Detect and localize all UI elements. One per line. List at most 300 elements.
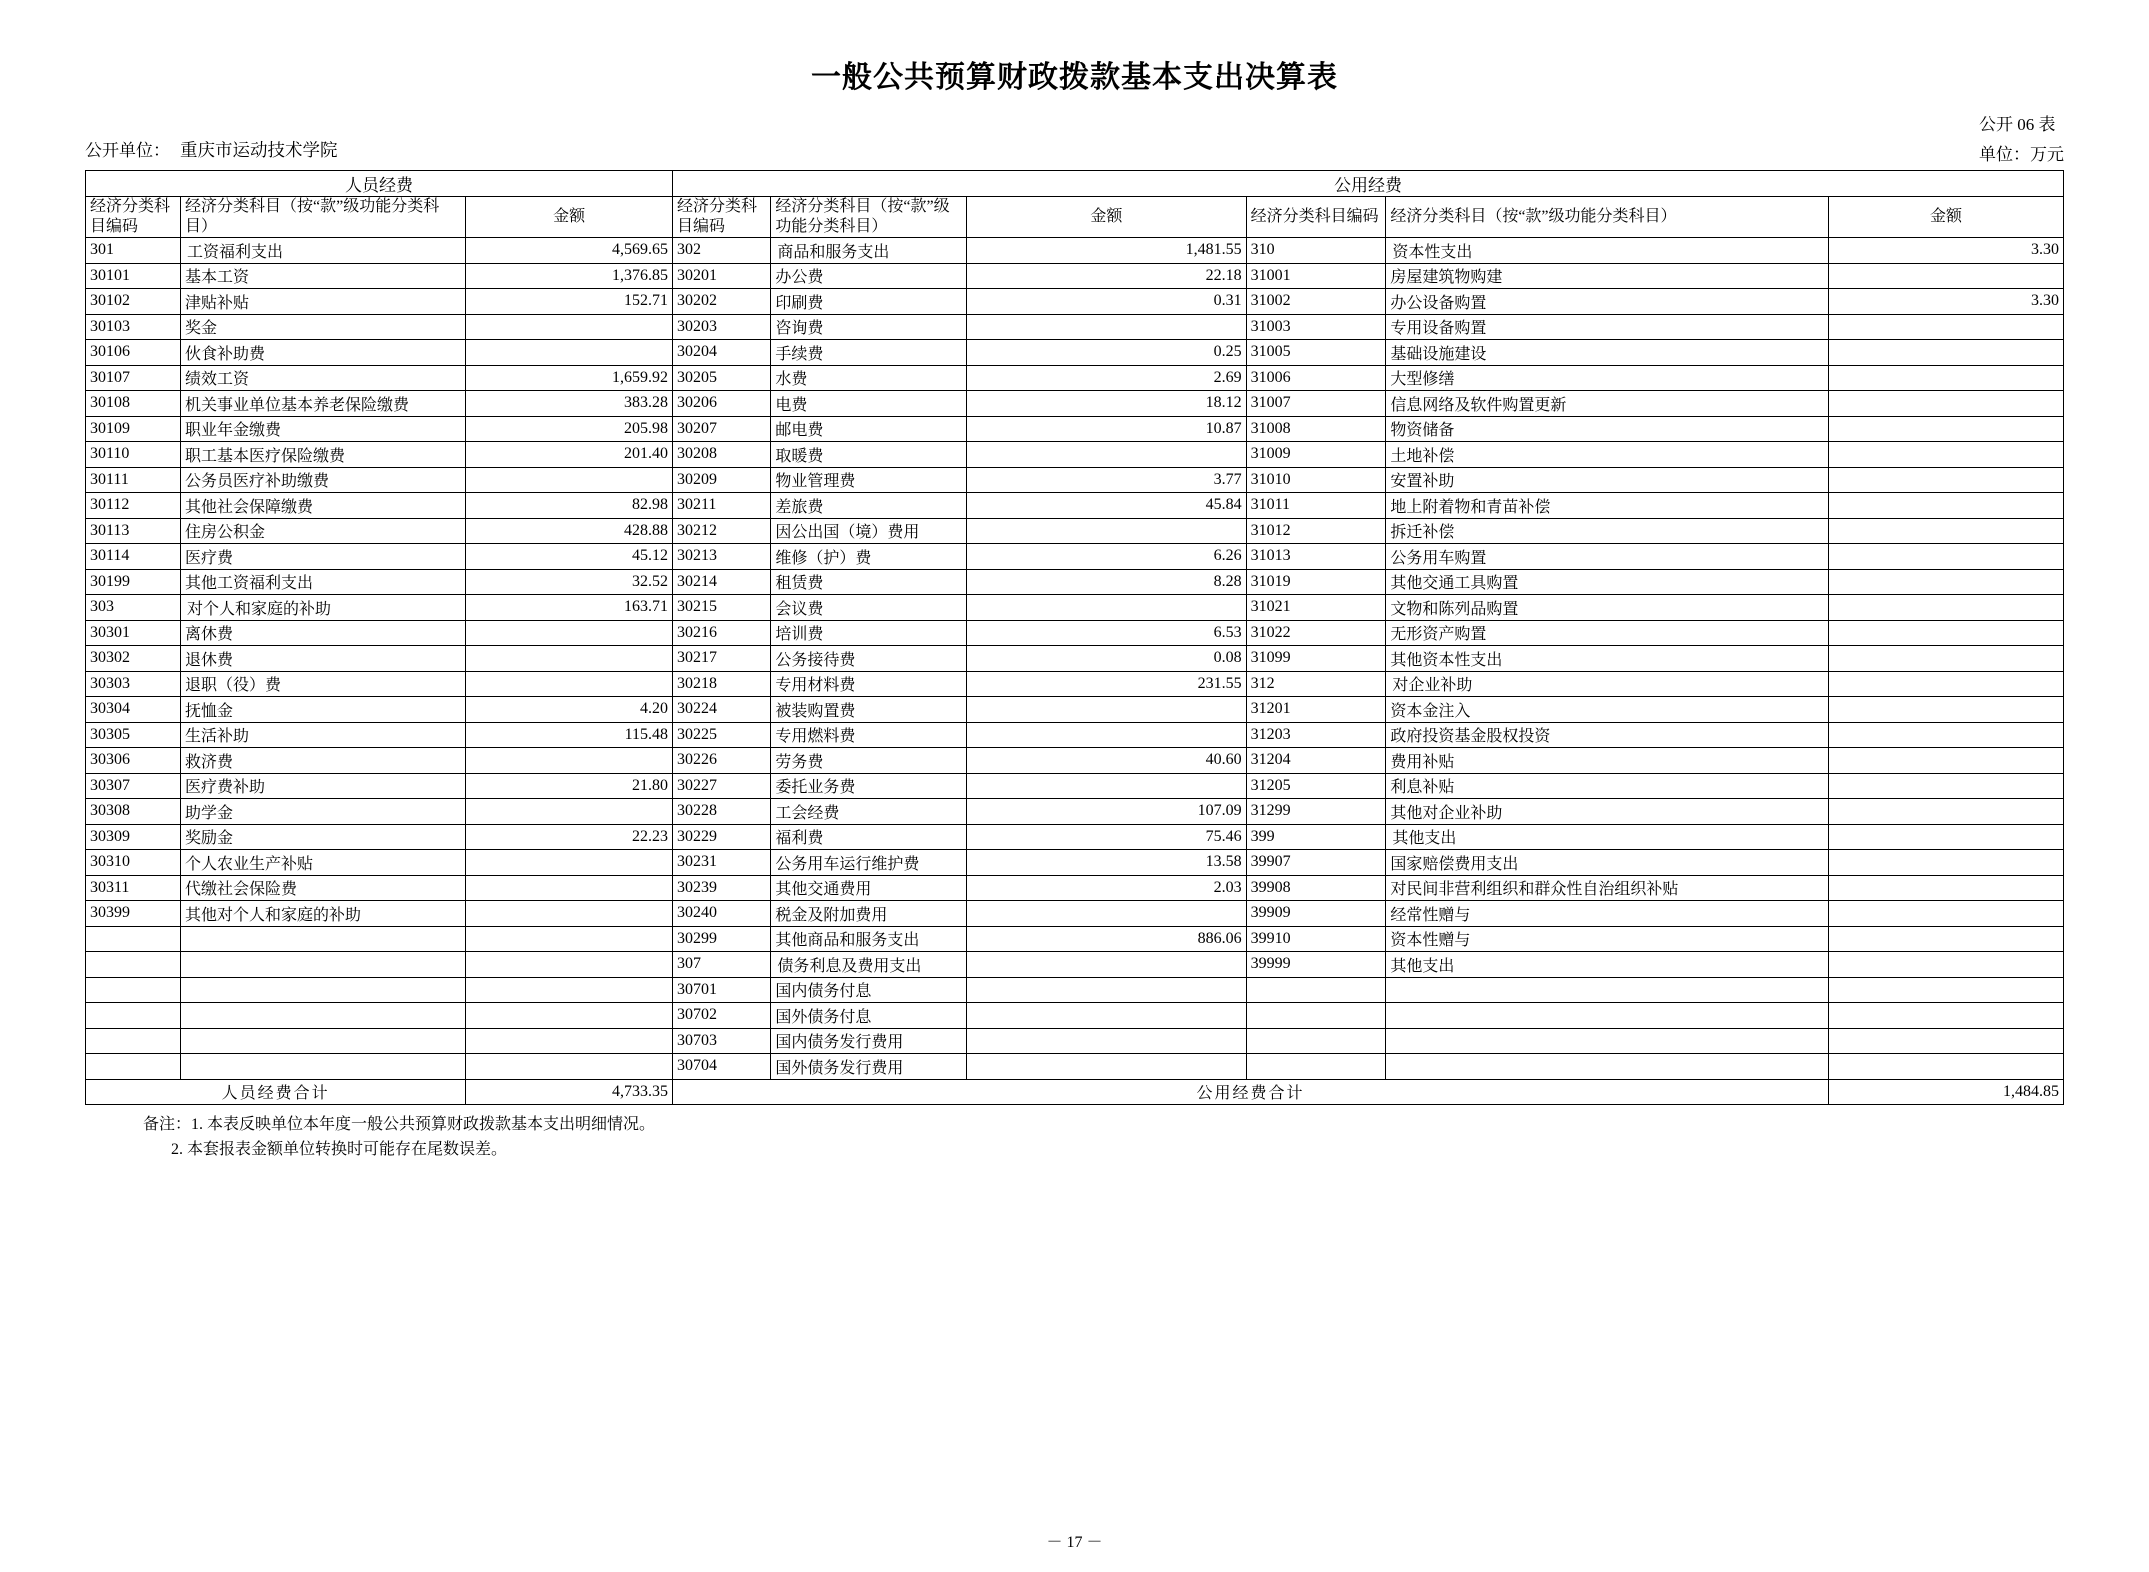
cell-code-goods: 30213 bbox=[673, 544, 771, 570]
cell-code-personnel: 30114 bbox=[86, 544, 181, 570]
table-row bbox=[86, 493, 2064, 519]
group-public: 公用经费 bbox=[673, 171, 2064, 197]
cell-name-goods: 委托业务费 bbox=[771, 773, 967, 799]
cell-name-personnel: 伙食补助费 bbox=[181, 340, 466, 366]
cell-amount-capital bbox=[1829, 544, 2064, 570]
cell-amount-capital bbox=[1829, 748, 2064, 774]
cell-code-personnel bbox=[86, 977, 181, 1003]
cell-amount-personnel bbox=[466, 646, 673, 672]
cell-name-goods: 国外债务付息 bbox=[771, 1003, 967, 1029]
cell-code-personnel: 30102 bbox=[86, 289, 181, 315]
cell-name-capital: 其他资本性支出 bbox=[1386, 646, 1829, 672]
cell-code-goods: 30240 bbox=[673, 901, 771, 927]
cell-name-goods: 物业管理费 bbox=[771, 467, 967, 493]
cell-amount-capital bbox=[1829, 467, 2064, 493]
cell-code-goods: 302 bbox=[673, 238, 771, 264]
cell-code-goods: 30211 bbox=[673, 493, 771, 519]
col-name-3: 经济分类科目（按“款”级功能分类科目） bbox=[1386, 197, 1829, 238]
cell-amount-personnel: 201.40 bbox=[466, 442, 673, 468]
table-row bbox=[86, 595, 2064, 621]
cell-amount-capital bbox=[1829, 722, 2064, 748]
cell-name-capital bbox=[1386, 1003, 1829, 1029]
cell-name-capital bbox=[1386, 1028, 1829, 1054]
cell-name-goods: 劳务费 bbox=[771, 748, 967, 774]
cell-amount-capital bbox=[1829, 416, 2064, 442]
cell-amount-goods bbox=[967, 722, 1247, 748]
cell-amount-capital bbox=[1829, 646, 2064, 672]
cell-amount-personnel: 428.88 bbox=[466, 518, 673, 544]
cell-name-capital: 国家赔偿费用支出 bbox=[1386, 850, 1829, 876]
cell-name-goods: 会议费 bbox=[771, 595, 967, 621]
cell-code-capital bbox=[1246, 1003, 1386, 1029]
cell-code-personnel: 30399 bbox=[86, 901, 181, 927]
cell-code-goods: 30224 bbox=[673, 697, 771, 723]
cell-amount-goods: 10.87 bbox=[967, 416, 1247, 442]
cell-code-goods: 30229 bbox=[673, 824, 771, 850]
cell-name-goods: 工会经费 bbox=[771, 799, 967, 825]
cell-name-capital: 其他对企业补助 bbox=[1386, 799, 1829, 825]
cell-name-capital: 专用设备购置 bbox=[1386, 314, 1829, 340]
table-row bbox=[86, 620, 2064, 646]
table-row bbox=[86, 926, 2064, 952]
cell-amount-goods: 40.60 bbox=[967, 748, 1247, 774]
cell-name-personnel: 救济费 bbox=[181, 748, 466, 774]
cell-name-personnel bbox=[181, 1003, 466, 1029]
cell-code-goods: 30209 bbox=[673, 467, 771, 493]
note-line-2: 2. 本套报表金额单位转换时可能存在尾数误差。 bbox=[171, 1140, 508, 1158]
cell-name-capital: 费用补贴 bbox=[1386, 748, 1829, 774]
cell-name-goods: 税金及附加费用 bbox=[771, 901, 967, 927]
cell-code-personnel: 30304 bbox=[86, 697, 181, 723]
cell-amount-goods: 0.31 bbox=[967, 289, 1247, 315]
cell-code-personnel bbox=[86, 1054, 181, 1080]
cell-amount-goods: 6.26 bbox=[967, 544, 1247, 570]
cell-name-capital: 其他支出 bbox=[1386, 952, 1829, 978]
cell-name-capital: 安置补助 bbox=[1386, 467, 1829, 493]
cell-amount-goods bbox=[967, 1054, 1247, 1080]
cell-name-capital: 对民间非营利组织和群众性自治组织补贴 bbox=[1386, 875, 1829, 901]
cell-amount-capital bbox=[1829, 340, 2064, 366]
cell-name-personnel: 生活补助 bbox=[181, 722, 466, 748]
cell-code-personnel bbox=[86, 1028, 181, 1054]
cell-code-goods: 307 bbox=[673, 952, 771, 978]
cell-amount-goods bbox=[967, 595, 1247, 621]
cell-name-personnel: 其他对个人和家庭的补助 bbox=[181, 901, 466, 927]
table-row bbox=[86, 289, 2064, 315]
table-row bbox=[86, 263, 2064, 289]
col-amount-2: 金额 bbox=[967, 197, 1247, 238]
cell-amount-personnel: 32.52 bbox=[466, 569, 673, 595]
table-row bbox=[86, 773, 2064, 799]
cell-amount-personnel bbox=[466, 1028, 673, 1054]
cell-amount-goods: 0.25 bbox=[967, 340, 1247, 366]
cell-amount-goods: 886.06 bbox=[967, 926, 1247, 952]
cell-code-personnel bbox=[86, 1003, 181, 1029]
cell-amount-personnel bbox=[466, 748, 673, 774]
cell-name-personnel bbox=[181, 1054, 466, 1080]
cell-amount-personnel: 1,659.92 bbox=[466, 365, 673, 391]
cell-amount-capital bbox=[1829, 263, 2064, 289]
cell-name-goods: 维修（护）费 bbox=[771, 544, 967, 570]
cell-code-goods: 30226 bbox=[673, 748, 771, 774]
meta-row bbox=[85, 115, 2064, 170]
cell-code-capital: 39999 bbox=[1246, 952, 1386, 978]
cell-name-goods: 水费 bbox=[771, 365, 967, 391]
col-code-3: 经济分类科目编码 bbox=[1246, 197, 1386, 238]
cell-amount-capital bbox=[1829, 875, 2064, 901]
table-row bbox=[86, 314, 2064, 340]
cell-amount-capital bbox=[1829, 850, 2064, 876]
form-number: 公开 06 表 bbox=[1979, 115, 2056, 134]
table-row bbox=[86, 646, 2064, 672]
cell-amount-goods bbox=[967, 977, 1247, 1003]
public-total-label: 公用经费合计 bbox=[673, 1079, 1829, 1105]
cell-code-capital: 399 bbox=[1246, 824, 1386, 850]
cell-amount-personnel: 163.71 bbox=[466, 595, 673, 621]
cell-code-personnel: 30107 bbox=[86, 365, 181, 391]
cell-amount-capital bbox=[1829, 926, 2064, 952]
public-total-amount: 1,484.85 bbox=[1829, 1079, 2064, 1105]
cell-code-capital: 31005 bbox=[1246, 340, 1386, 366]
cell-code-capital: 31022 bbox=[1246, 620, 1386, 646]
cell-name-personnel bbox=[181, 1028, 466, 1054]
cell-amount-capital bbox=[1829, 671, 2064, 697]
table-row bbox=[86, 799, 2064, 825]
cell-name-goods: 办公费 bbox=[771, 263, 967, 289]
cell-amount-personnel bbox=[466, 850, 673, 876]
cell-code-personnel: 30301 bbox=[86, 620, 181, 646]
table-row bbox=[86, 442, 2064, 468]
cell-code-goods: 30702 bbox=[673, 1003, 771, 1029]
cell-amount-personnel bbox=[466, 1003, 673, 1029]
personnel-total-amount: 4,733.35 bbox=[466, 1079, 673, 1105]
cell-amount-goods bbox=[967, 518, 1247, 544]
cell-name-personnel: 离休费 bbox=[181, 620, 466, 646]
table-row bbox=[86, 875, 2064, 901]
cell-amount-goods: 1,481.55 bbox=[967, 238, 1247, 264]
cell-code-goods: 30205 bbox=[673, 365, 771, 391]
cell-code-capital: 312 bbox=[1246, 671, 1386, 697]
cell-amount-goods: 45.84 bbox=[967, 493, 1247, 519]
table-row bbox=[86, 722, 2064, 748]
cell-amount-goods: 3.77 bbox=[967, 467, 1247, 493]
table-row bbox=[86, 238, 2064, 264]
cell-amount-personnel: 22.23 bbox=[466, 824, 673, 850]
cell-amount-goods bbox=[967, 697, 1247, 723]
cell-code-goods: 30225 bbox=[673, 722, 771, 748]
cell-code-capital: 31011 bbox=[1246, 493, 1386, 519]
cell-name-capital: 房屋建筑物购建 bbox=[1386, 263, 1829, 289]
amount-unit: 单位：万元 bbox=[1979, 144, 2064, 164]
cell-name-goods: 电费 bbox=[771, 391, 967, 417]
cell-name-personnel: 津贴补贴 bbox=[181, 289, 466, 315]
cell-amount-capital bbox=[1829, 620, 2064, 646]
cell-code-personnel: 30310 bbox=[86, 850, 181, 876]
cell-name-personnel: 住房公积金 bbox=[181, 518, 466, 544]
cell-name-capital: 大型修缮 bbox=[1386, 365, 1829, 391]
cell-code-capital bbox=[1246, 1028, 1386, 1054]
cell-amount-personnel: 1,376.85 bbox=[466, 263, 673, 289]
cell-amount-capital bbox=[1829, 901, 2064, 927]
cell-name-capital: 物资储备 bbox=[1386, 416, 1829, 442]
cell-name-goods: 其他商品和服务支出 bbox=[771, 926, 967, 952]
cell-amount-personnel bbox=[466, 952, 673, 978]
cell-code-capital: 31201 bbox=[1246, 697, 1386, 723]
cell-amount-capital bbox=[1829, 569, 2064, 595]
cell-amount-capital bbox=[1829, 391, 2064, 417]
cell-amount-goods: 75.46 bbox=[967, 824, 1247, 850]
cell-amount-goods bbox=[967, 1003, 1247, 1029]
cell-name-goods: 培训费 bbox=[771, 620, 967, 646]
cell-name-capital: 办公设备购置 bbox=[1386, 289, 1829, 315]
cell-name-goods: 商品和服务支出 bbox=[771, 238, 967, 264]
table-row bbox=[86, 1003, 2064, 1029]
cell-amount-personnel: 152.71 bbox=[466, 289, 673, 315]
cell-code-capital: 31204 bbox=[1246, 748, 1386, 774]
cell-code-capital: 31021 bbox=[1246, 595, 1386, 621]
cell-amount-personnel: 82.98 bbox=[466, 493, 673, 519]
cell-name-personnel: 医疗费 bbox=[181, 544, 466, 570]
cell-amount-capital bbox=[1829, 493, 2064, 519]
cell-name-personnel: 公务员医疗补助缴费 bbox=[181, 467, 466, 493]
cell-code-personnel: 303 bbox=[86, 595, 181, 621]
cell-code-capital: 31019 bbox=[1246, 569, 1386, 595]
cell-code-capital: 31012 bbox=[1246, 518, 1386, 544]
col-code-2: 经济分类科目编码 bbox=[673, 197, 771, 238]
cell-amount-capital: 3.30 bbox=[1829, 289, 2064, 315]
cell-code-goods: 30228 bbox=[673, 799, 771, 825]
cell-name-personnel: 职工基本医疗保险缴费 bbox=[181, 442, 466, 468]
cell-name-personnel bbox=[181, 926, 466, 952]
cell-code-goods: 30704 bbox=[673, 1054, 771, 1080]
cell-amount-goods bbox=[967, 901, 1247, 927]
cell-code-capital: 31299 bbox=[1246, 799, 1386, 825]
cell-code-personnel: 30113 bbox=[86, 518, 181, 544]
cell-name-goods: 福利费 bbox=[771, 824, 967, 850]
cell-amount-capital bbox=[1829, 799, 2064, 825]
cell-amount-goods bbox=[967, 314, 1247, 340]
cell-name-goods: 咨询费 bbox=[771, 314, 967, 340]
cell-code-personnel: 30111 bbox=[86, 467, 181, 493]
cell-name-capital: 拆迁补偿 bbox=[1386, 518, 1829, 544]
cell-name-personnel: 代缴社会保险费 bbox=[181, 875, 466, 901]
table-row bbox=[86, 748, 2064, 774]
cell-amount-capital bbox=[1829, 952, 2064, 978]
table-row bbox=[86, 1028, 2064, 1054]
cell-code-capital: 31010 bbox=[1246, 467, 1386, 493]
cell-code-personnel: 30109 bbox=[86, 416, 181, 442]
cell-code-personnel: 30106 bbox=[86, 340, 181, 366]
cell-amount-capital bbox=[1829, 595, 2064, 621]
cell-amount-goods bbox=[967, 952, 1247, 978]
cell-name-goods: 取暖费 bbox=[771, 442, 967, 468]
table-row bbox=[86, 416, 2064, 442]
cell-name-goods: 租赁费 bbox=[771, 569, 967, 595]
cell-amount-personnel bbox=[466, 620, 673, 646]
cell-amount-personnel bbox=[466, 875, 673, 901]
notes bbox=[85, 1113, 2064, 1163]
note-line-1: 备注：1. 本表反映单位本年度一般公共预算财政拨款基本支出明细情况。 bbox=[143, 1116, 656, 1133]
cell-amount-personnel bbox=[466, 314, 673, 340]
cell-name-goods: 印刷费 bbox=[771, 289, 967, 315]
table-row bbox=[86, 671, 2064, 697]
table-row bbox=[86, 365, 2064, 391]
cell-amount-personnel: 45.12 bbox=[466, 544, 673, 570]
cell-name-personnel: 机关事业单位基本养老保险缴费 bbox=[181, 391, 466, 417]
table-row bbox=[86, 569, 2064, 595]
cell-code-capital: 31002 bbox=[1246, 289, 1386, 315]
cell-code-capital: 31013 bbox=[1246, 544, 1386, 570]
cell-code-goods: 30299 bbox=[673, 926, 771, 952]
cell-code-capital bbox=[1246, 977, 1386, 1003]
table-row bbox=[86, 391, 2064, 417]
cell-amount-capital bbox=[1829, 977, 2064, 1003]
table-row bbox=[86, 824, 2064, 850]
unit-line bbox=[85, 136, 338, 162]
cell-name-capital: 公务用车购置 bbox=[1386, 544, 1829, 570]
cell-name-personnel bbox=[181, 977, 466, 1003]
cell-name-personnel: 抚恤金 bbox=[181, 697, 466, 723]
cell-amount-capital bbox=[1829, 314, 2064, 340]
cell-amount-goods: 2.03 bbox=[967, 875, 1247, 901]
col-name-2: 经济分类科目（按“款”级功能分类科目） bbox=[771, 197, 967, 238]
cell-name-capital: 利息补贴 bbox=[1386, 773, 1829, 799]
cell-code-capital: 31008 bbox=[1246, 416, 1386, 442]
cell-code-goods: 30208 bbox=[673, 442, 771, 468]
cell-amount-personnel: 205.98 bbox=[466, 416, 673, 442]
cell-name-capital: 其他支出 bbox=[1386, 824, 1829, 850]
cell-amount-capital: 3.30 bbox=[1829, 238, 2064, 264]
cell-code-personnel: 301 bbox=[86, 238, 181, 264]
cell-name-personnel: 其他社会保障缴费 bbox=[181, 493, 466, 519]
cell-amount-personnel bbox=[466, 340, 673, 366]
cell-name-personnel: 退职（役）费 bbox=[181, 671, 466, 697]
cell-code-capital: 31007 bbox=[1246, 391, 1386, 417]
budget-table bbox=[85, 170, 2064, 1105]
cell-code-personnel bbox=[86, 952, 181, 978]
cell-name-goods: 被装购置费 bbox=[771, 697, 967, 723]
cell-amount-personnel: 115.48 bbox=[466, 722, 673, 748]
cell-name-goods: 专用燃料费 bbox=[771, 722, 967, 748]
cell-amount-goods: 18.12 bbox=[967, 391, 1247, 417]
cell-code-goods: 30207 bbox=[673, 416, 771, 442]
cell-code-goods: 30206 bbox=[673, 391, 771, 417]
cell-code-personnel: 30101 bbox=[86, 263, 181, 289]
personnel-total-label: 人员经费合计 bbox=[86, 1079, 466, 1105]
unit-name: 重庆市运动技术学院 bbox=[180, 140, 338, 160]
cell-code-goods: 30701 bbox=[673, 977, 771, 1003]
cell-code-goods: 30217 bbox=[673, 646, 771, 672]
cell-code-goods: 30231 bbox=[673, 850, 771, 876]
cell-name-personnel: 退休费 bbox=[181, 646, 466, 672]
cell-name-goods: 公务用车运行维护费 bbox=[771, 850, 967, 876]
cell-name-capital: 地上附着物和青苗补偿 bbox=[1386, 493, 1829, 519]
table-row bbox=[86, 467, 2064, 493]
cell-name-capital bbox=[1386, 1054, 1829, 1080]
col-amount-3: 金额 bbox=[1829, 197, 2064, 238]
cell-name-capital: 基础设施建设 bbox=[1386, 340, 1829, 366]
cell-name-capital: 资本金注入 bbox=[1386, 697, 1829, 723]
cell-code-goods: 30201 bbox=[673, 263, 771, 289]
cell-name-capital: 其他交通工具购置 bbox=[1386, 569, 1829, 595]
cell-amount-personnel bbox=[466, 901, 673, 927]
cell-amount-capital bbox=[1829, 1054, 2064, 1080]
cell-code-personnel: 30305 bbox=[86, 722, 181, 748]
cell-amount-goods bbox=[967, 773, 1247, 799]
cell-name-goods: 差旅费 bbox=[771, 493, 967, 519]
cell-code-personnel: 30112 bbox=[86, 493, 181, 519]
cell-amount-goods: 0.08 bbox=[967, 646, 1247, 672]
cell-amount-personnel bbox=[466, 977, 673, 1003]
cell-name-personnel: 绩效工资 bbox=[181, 365, 466, 391]
cell-amount-goods: 231.55 bbox=[967, 671, 1247, 697]
column-header-row bbox=[86, 197, 2064, 238]
cell-code-goods: 30216 bbox=[673, 620, 771, 646]
table-body bbox=[86, 238, 2064, 1080]
table-row bbox=[86, 977, 2064, 1003]
cell-amount-capital bbox=[1829, 518, 2064, 544]
cell-name-goods: 邮电费 bbox=[771, 416, 967, 442]
cell-name-personnel: 基本工资 bbox=[181, 263, 466, 289]
cell-name-goods: 债务利息及费用支出 bbox=[771, 952, 967, 978]
cell-code-capital: 31003 bbox=[1246, 314, 1386, 340]
table-row bbox=[86, 850, 2064, 876]
cell-name-capital bbox=[1386, 977, 1829, 1003]
cell-name-goods: 国内债务发行费用 bbox=[771, 1028, 967, 1054]
cell-amount-personnel: 4.20 bbox=[466, 697, 673, 723]
cell-amount-goods bbox=[967, 1028, 1247, 1054]
cell-code-capital: 31006 bbox=[1246, 365, 1386, 391]
cell-name-capital: 资本性支出 bbox=[1386, 238, 1829, 264]
cell-name-personnel bbox=[181, 952, 466, 978]
cell-code-capital: 310 bbox=[1246, 238, 1386, 264]
page-title: 一般公共预算财政拨款基本支出决算表 bbox=[811, 61, 1338, 94]
cell-code-personnel: 30307 bbox=[86, 773, 181, 799]
cell-amount-personnel bbox=[466, 926, 673, 952]
cell-name-capital: 资本性赠与 bbox=[1386, 926, 1829, 952]
cell-name-personnel: 职业年金缴费 bbox=[181, 416, 466, 442]
cell-amount-capital bbox=[1829, 697, 2064, 723]
cell-amount-capital bbox=[1829, 773, 2064, 799]
cell-code-goods: 30203 bbox=[673, 314, 771, 340]
page-number: － 17 － bbox=[1046, 1534, 1103, 1551]
cell-name-personnel: 个人农业生产补贴 bbox=[181, 850, 466, 876]
cell-code-goods: 30202 bbox=[673, 289, 771, 315]
cell-amount-capital bbox=[1829, 365, 2064, 391]
cell-name-capital: 信息网络及软件购置更新 bbox=[1386, 391, 1829, 417]
cell-code-capital: 39908 bbox=[1246, 875, 1386, 901]
cell-name-capital: 经常性赠与 bbox=[1386, 901, 1829, 927]
table-row bbox=[86, 952, 2064, 978]
table-row bbox=[86, 901, 2064, 927]
form-meta bbox=[1979, 110, 2064, 170]
cell-amount-personnel bbox=[466, 671, 673, 697]
cell-name-goods: 因公出国（境）费用 bbox=[771, 518, 967, 544]
col-amount-1: 金额 bbox=[466, 197, 673, 238]
cell-amount-goods: 6.53 bbox=[967, 620, 1247, 646]
cell-name-personnel: 医疗费补助 bbox=[181, 773, 466, 799]
cell-name-personnel: 工资福利支出 bbox=[181, 238, 466, 264]
table-row bbox=[86, 340, 2064, 366]
cell-code-personnel: 30306 bbox=[86, 748, 181, 774]
cell-amount-capital bbox=[1829, 1003, 2064, 1029]
cell-code-goods: 30215 bbox=[673, 595, 771, 621]
cell-name-goods: 国外债务发行费用 bbox=[771, 1054, 967, 1080]
cell-code-capital: 31099 bbox=[1246, 646, 1386, 672]
table-row bbox=[86, 697, 2064, 723]
cell-amount-capital bbox=[1829, 1028, 2064, 1054]
cell-code-goods: 30214 bbox=[673, 569, 771, 595]
